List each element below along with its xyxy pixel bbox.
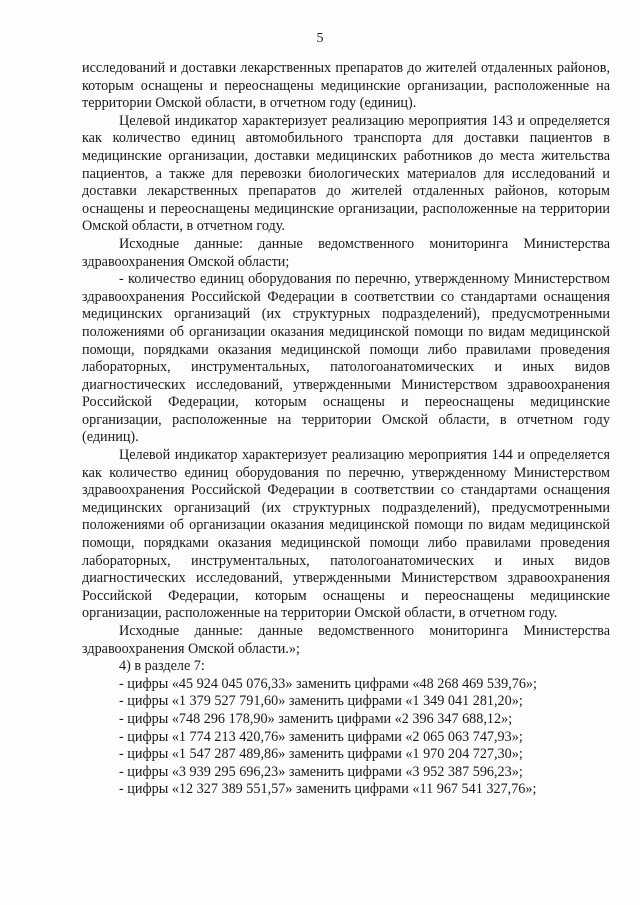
paragraph-indicator-144: Целевой индикатор характеризует реализацию мероприятия 144 и определяется как количество единиц оборудования по перечню, утвержденному Министерством здравоохранения Российской Федерации в соответствии со стандартами оснащения медицинских организаций (их структурных подразделений), предусмотренными положениями об организации оказания медицинской помощи по видам медицинской помощи, порядками оказания медицинской помощи либо правилами проведения лабораторных, инструментальных, патологоанатомических и иных видов диагностических исследований, утвержденными Министерством здравоохранения Российской Федерации, которым оснащены и переоснащены медицинские организации, расположенные на территории Омской области, в отчетном году. (82, 447, 610, 622)
paragraph-source-data-2: Исходные данные: данные ведомственного мониторинга Министерства здравоохранения Омской области.»; (82, 623, 610, 657)
replacement-item: - цифры «45 924 045 076,33» заменить цифрами «48 268 469 539,76»; (119, 675, 537, 692)
replacement-item: - цифры «1 774 213 420,76» заменить цифрами «2 065 063 747,93»; (119, 728, 523, 745)
replacement-item: - цифры «1 547 287 489,86» заменить цифрами «1 970 204 727,30»; (119, 746, 523, 763)
document-body (82, 60, 610, 799)
paragraph-indicator-143: Целевой индикатор характеризует реализацию мероприятия 143 и определяется как количество единиц автомобильного транспорта для доставки пациентов в медицинские организации, доставки медицинских работников до места жительства пациентов, а также для перевозки биологических материалов для исследований и доставки лекарственных препаратов до жителей отдаленных районов, которым оснащены и переоснащены медицинские организации, расположенные на территории Омской области, в отчетном году. (82, 112, 610, 235)
paragraph-source-data-1: Исходные данные: данные ведомственного мониторинга Министерства здравоохранения Омской области; (82, 235, 610, 270)
replacement-item: - цифры «748 296 178,90» заменить цифрами «2 396 347 688,12»; (119, 710, 513, 727)
replacement-item: - цифры «1 379 527 791,60» заменить цифрами «1 349 041 281,20»; (119, 693, 523, 710)
replacement-item: - цифры «12 327 389 551,57» заменить цифрами «11 967 541 327,76»; (119, 781, 537, 798)
page-number: 5 (316, 31, 324, 46)
replacement-item: - цифры «3 939 295 696,23» заменить цифрами «3 952 387 596,23»; (119, 763, 523, 780)
paragraph-continuation: исследований и доставки лекарственных препаратов до жителей отдаленных районов, которым оснащены и переоснащены медицинские организации, расположенные на территории Омской области, в отчетном году (единиц). (82, 60, 610, 112)
section-heading: 4) в разделе 7: (119, 658, 205, 675)
paragraph-equipment-count: - количество единиц оборудования по перечню, утвержденному Министерством здравоохранения Российской Федерации в соответствии со стандартами оснащения медицинских организаций (их структурных подразделений), предусмотренными положениями об организации оказания медицинской помощи по видам медицинской помощи, порядками оказания медицинской помощи либо правилами проведения лабораторных, инструментальных, патологоанатомических и иных видов диагностических исследований, утвержденными Министерством здравоохранения Российской Федерации, которым оснащены и переоснащены медицинские организации, расположенные на территории Омской области, в отчетном году (единиц). (82, 271, 610, 446)
